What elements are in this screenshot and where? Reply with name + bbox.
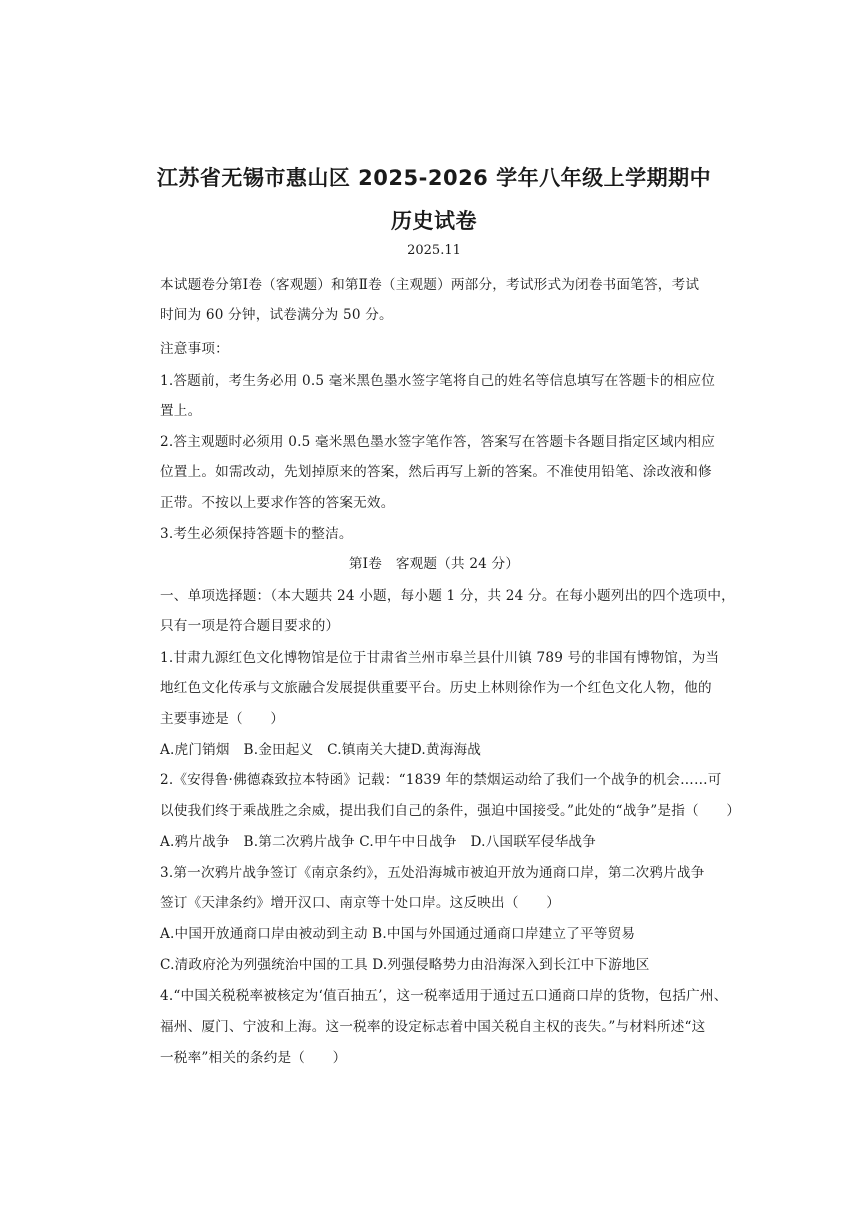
exam-date: 2025.11 — [407, 243, 461, 258]
question-line: 2.《安得鲁·佛德森致拉本特函》记载：“1839 年的禁烟运动给了我们一个战争的机会……可 — [160, 772, 722, 788]
notice-heading: 注意事项： — [160, 341, 229, 357]
question-line: 福州、厦门、宁波和上海。这一税率的设定标志着中国关税自主权的丧失。”与材料所述“这 — [160, 1019, 706, 1035]
intro-line: 本试题卷分第Ⅰ卷（客观题）和第Ⅱ卷（主观题）两部分，考试形式为闭卷书面笔答，考试 — [160, 277, 700, 293]
question-line: 签订《天津条约》增开汉口、南京等十处口岸。这反映出（ ） — [160, 895, 561, 911]
notice-line: 1.答题前，考生务必用 0.5 毫米黑色墨水签字笔将自己的姓名等信息填写在答题卡的相应位 — [160, 373, 715, 389]
section-heading: 第Ⅰ卷 客观题（共 24 分） — [348, 556, 520, 572]
question-line: 地红色文化传承与文旅融合发展提供重要平台。历史上林则徐作为一个红色文化人物，他的 — [160, 680, 712, 696]
question-line: 1.甘肃九源红色文化博物馆是位于甘肃省兰州市皋兰县什川镇 789 号的非国有博物馆，为当 — [160, 650, 720, 666]
answer-options: C.清政府沦为列强统治中国的工具 D.列强侵略势力由沿海深入到长江中下游地区 — [160, 957, 650, 973]
answer-options: A.中国开放通商口岸由被动到主动 B.中国与外国通过通商口岸建立了平等贸易 — [160, 926, 636, 942]
exam-title-line2: 历史试卷 — [391, 209, 477, 233]
answer-options: A.鸦片战争 B.第二次鸦片战争 C.甲午中日战争 D.八国联军侵华战争 — [160, 834, 596, 850]
part-intro-line: 只有一项是符合题目要求的） — [160, 618, 340, 634]
notice-line: 2.答主观题时必须用 0.5 毫米黑色墨水签字笔作答，答案写在答题卡各题目指定区域内相应 — [160, 434, 715, 450]
question-line: 以使我们终于乘战胜之余威，提出我们自己的条件，强迫中国接受。”此处的“战争”是指（ ） — [160, 803, 741, 819]
notice-line: 正带。不按以上要求作答的答案无效。 — [160, 495, 395, 511]
question-line: 4.“中国关税税率被核定为‘值百抽五’，这一税率适用于通过五口通商口岸的货物，包括广州、 — [160, 988, 728, 1004]
question-line: 一税率”相关的条约是（ ） — [160, 1050, 347, 1066]
notice-line: 3.考生必须保持答题卡的整洁。 — [160, 526, 353, 542]
question-line: 3.第一次鸦片战争签订《南京条约》，五处沿海城市被迫开放为通商口岸，第二次鸦片战争 — [160, 865, 705, 881]
exam-title-line1: 江苏省无锡市惠山区 2025-2026 学年八年级上学期期中 — [156, 166, 712, 190]
notice-line: 置上。 — [160, 403, 202, 419]
notice-line: 位置上。如需改动，先划掉原来的答案，然后再写上新的答案。不准使用铅笔、涂改液和修 — [160, 464, 712, 480]
intro-line: 时间为 60 分钟，试卷满分为 50 分。 — [160, 307, 393, 323]
question-line: 主要事迹是（ ） — [160, 711, 285, 727]
answer-options: A.虎门销烟 B.金田起义 C.镇南关大捷D.黄海海战 — [160, 742, 482, 758]
part-intro-line: 一、单项选择题：（本大题共 24 小题，每小题 1 分，共 24 分。在每小题列出的四个选项中， — [160, 588, 735, 604]
